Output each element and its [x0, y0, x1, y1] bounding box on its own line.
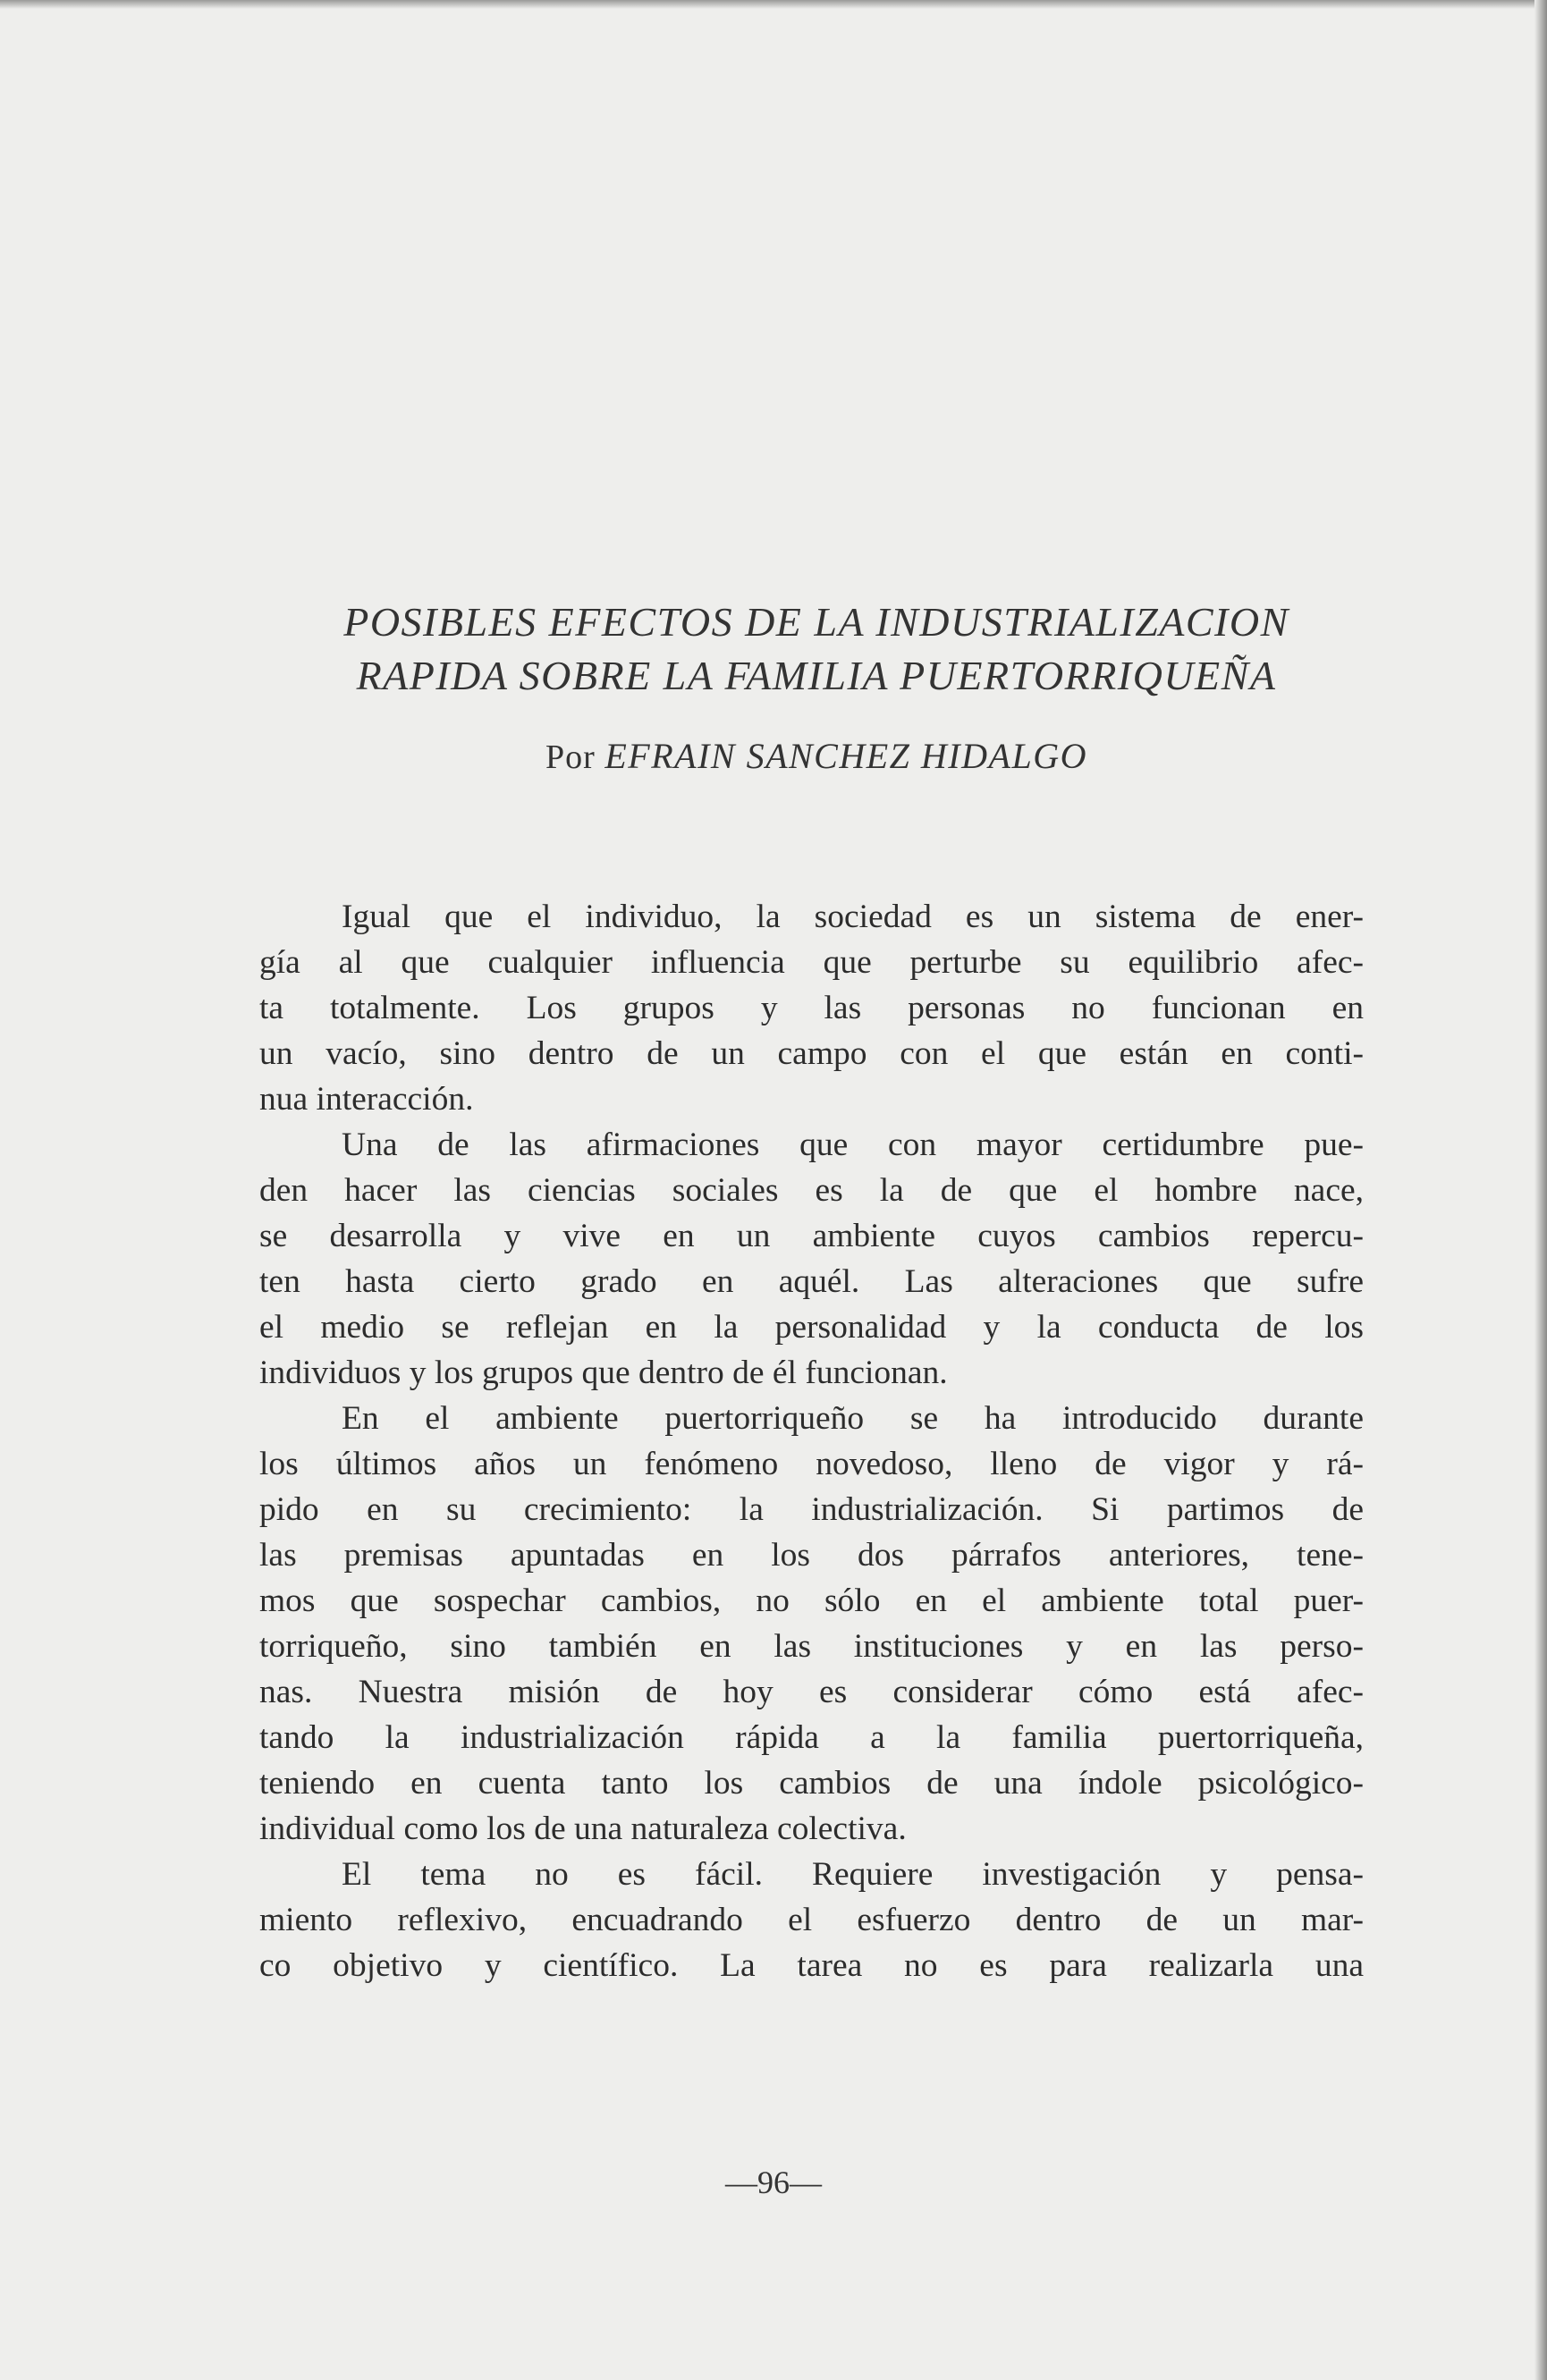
text-line: teniendo en cuenta tanto los cambios de una índole psicológico- — [259, 1765, 1364, 1802]
page-edge-top — [0, 0, 1547, 9]
text-line: El tema no es fácil. Requiere investigación y pensa- — [342, 1856, 1364, 1893]
text-line: individual como los de una naturaleza colectiva. — [259, 1810, 907, 1847]
text-line: se desarrolla y vive en un ambiente cuyos cambios repercu- — [259, 1218, 1364, 1254]
article-title — [258, 595, 1375, 703]
title-line-1: POSIBLES EFECTOS DE LA INDUSTRIALIZACION — [343, 599, 1289, 645]
text-line: las premisas apuntadas en los dos párrafos anteriores, tene- — [259, 1537, 1364, 1574]
byline-prefix: Por — [545, 738, 596, 776]
text-line: ta totalmente. Los grupos y las personas no funcionan en — [259, 990, 1364, 1026]
text-line: tando la industrialización rápida a la familia puertorriqueña, — [259, 1719, 1364, 1756]
byline — [258, 735, 1375, 777]
author-name: EFRAIN SANCHEZ HIDALGO — [604, 736, 1087, 776]
text-line: Una de las afirmaciones que con mayor certidumbre pue- — [342, 1127, 1364, 1163]
text-line: ten hasta cierto grado en aquél. Las alteraciones que sufre — [259, 1263, 1364, 1300]
text-line: nua interacción. — [259, 1081, 474, 1118]
text-line: En el ambiente puertorriqueño se ha introducido durante — [342, 1400, 1364, 1437]
text-line: individuos y los grupos que dentro de él funcionan. — [259, 1355, 948, 1391]
text-line: gía al que cualquier influencia que perturbe su equilibrio afec- — [259, 944, 1364, 981]
page-number: —96— — [725, 2165, 822, 2200]
text-line: pido en su crecimiento: la industrialización. Si partimos de — [259, 1491, 1364, 1528]
article-body — [259, 894, 1364, 1988]
text-line: Igual que el individuo, la sociedad es un sistema de ener- — [342, 899, 1364, 935]
text-line: co objetivo y científico. La tarea no es para realizarla una — [259, 1947, 1364, 1984]
text-line: mos que sospechar cambios, no sólo en el ambiente total puer- — [259, 1582, 1364, 1619]
text-line: los últimos años un fenómeno novedoso, lleno de vigor y rá- — [259, 1446, 1364, 1482]
paragraph-4 — [259, 1852, 1364, 1988]
text-line: un vacío, sino dentro de un campo con el que están en conti- — [259, 1035, 1364, 1072]
text-line: miento reflexivo, encuadrando el esfuerzo dentro de un mar- — [259, 1902, 1364, 1938]
text-line: el medio se reflejan en la personalidad y la conducta de los — [259, 1309, 1364, 1346]
page-edge-right — [1534, 0, 1547, 2380]
paragraph-1 — [259, 894, 1364, 1122]
text-line: nas. Nuestra misión de hoy es considerar cómo está afec- — [259, 1674, 1364, 1710]
title-line-2: RAPIDA SOBRE LA FAMILIA PUERTORRIQUEÑA — [356, 653, 1277, 698]
paragraph-2 — [259, 1122, 1364, 1396]
text-line: den hacer las ciencias sociales es la de que el hombre nace, — [259, 1172, 1364, 1209]
text-line: torriqueño, sino también en las instituciones y en las perso- — [259, 1628, 1364, 1665]
paragraph-3 — [259, 1396, 1364, 1852]
